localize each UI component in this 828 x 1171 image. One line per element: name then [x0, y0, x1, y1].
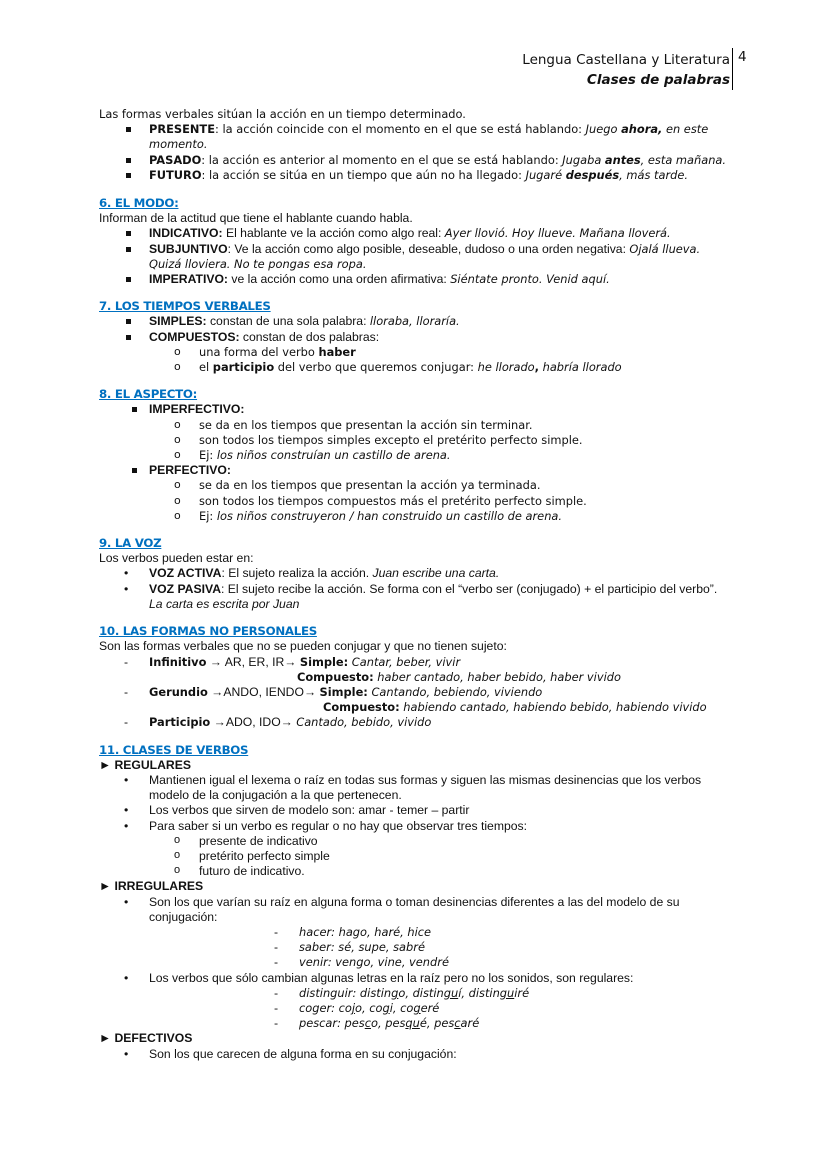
voz-intro: Los verbos pueden estar en:	[99, 551, 254, 566]
list-item: • VOZ PASIVA: El sujeto recibe la acción. Se forma con el “verbo ser (conjugado) + el participio del verbo”. La carta es escrita por Juan	[99, 582, 779, 612]
list-item: COMPUESTOS: constan de dos palabras:	[99, 330, 779, 345]
list-item: • Mantienen igual el lexema o raíz en todas sus formas y siguen las mismas desinencias que los verbos modelo de la conjugación a la que pertenecen.	[99, 773, 779, 803]
list-item: PRESENTE: la acción coincide con el momento en el que se está hablando: Juego ahora, en este momento.	[99, 122, 779, 152]
list-item: - pescar: pesco, pesqué, pescaré	[99, 1016, 779, 1031]
tiempos-list	[99, 314, 779, 375]
list-item: - Participio →ADO, IDO→ Cantado, bebido, vivido	[99, 715, 779, 730]
list-item: Compuesto: haber cantado, haber bebido, haber vivido	[297, 669, 621, 684]
regulares-list	[99, 773, 779, 879]
list-item: • Los verbos que sirven de modelo son: amar - temer – partir	[99, 803, 779, 818]
list-item: o una forma del verbo haber	[99, 345, 779, 360]
list-item: IMPERATIVO: ve la acción como una orden afirmativa: Siéntate pronto. Venid aquí.	[99, 272, 779, 287]
no-personales-list	[99, 655, 779, 731]
section-title-no-personales: 10. LAS FORMAS NO PERSONALES	[99, 624, 317, 639]
document-body	[99, 107, 779, 1062]
header-subject: Lengua Castellana y Literatura	[522, 52, 730, 68]
list-item: IMPERFECTIVO:	[99, 402, 779, 417]
list-item: FUTURO: la acción se sitúa en un tiempo que aún no ha llegado: Jugaré después, más tarde.	[99, 168, 779, 183]
page-number: 4	[738, 49, 747, 65]
list-item: o futuro de indicativo.	[99, 864, 779, 879]
list-item: o son todos los tiempos simples excepto el pretérito perfecto simple.	[99, 433, 779, 448]
voz-list	[99, 566, 779, 612]
section-title-clases: 11. CLASES DE VERBOS	[99, 742, 249, 757]
list-item: - hacer: hago, haré, hice	[99, 925, 779, 940]
list-item: • Son los que carecen de alguna forma en su conjugación:	[99, 1047, 779, 1062]
list-item: INDICATIVO: El hablante ve la acción como algo real: Ayer llovió. Hoy llueve. Mañana lloverá.	[99, 226, 779, 241]
list-item: • Los verbos que sólo cambian algunas letras en la raíz pero no los sonidos, son regulares:	[99, 971, 779, 986]
list-item: o se da en los tiempos que presentan la acción sin terminar.	[99, 418, 779, 433]
list-item: o son todos los tiempos compuestos más el pretérito perfecto simple.	[99, 494, 779, 509]
subheading-irregulares: ► IRREGULARES	[99, 879, 779, 894]
list-item: - coger: cojo, cogi, cogeré	[99, 1001, 779, 1016]
list-item: - Gerundio →ANDO, IENDO→ Simple: Cantando, bebiendo, viviendo	[99, 685, 779, 700]
tense-list	[99, 122, 779, 183]
list-item: Compuesto: habiendo cantado, habiendo bebido, habiendo vivido	[323, 700, 707, 715]
list-item: - Infinitivo → AR, ER, IR→ Simple: Cantar, beber, vivir	[99, 655, 779, 670]
list-item: o Ej: los niños construyeron / han construido un castillo de arena.	[99, 509, 779, 524]
defectivos-list	[99, 1047, 779, 1062]
list-item: SUBJUNTIVO: Ve la acción como algo posible, deseable, dudoso o una orden negativa: Ojalá llueva. Quizá lloviera. No te pongas esa ropa.	[99, 242, 779, 272]
subheading-regulares: ► REGULARES	[99, 758, 779, 773]
modo-list	[99, 226, 779, 287]
list-item: o el participio del verbo que queremos conjugar: he llorado, habría llorado	[99, 360, 779, 375]
list-item: • VOZ ACTIVA: El sujeto realiza la acción. Juan escribe una carta.	[99, 566, 779, 581]
list-item: • Para saber si un verbo es regular o no hay que observar tres tiempos:	[99, 819, 779, 834]
header-topic: Clases de palabras	[586, 72, 730, 88]
section-title-aspecto: 8. EL ASPECTO:	[99, 387, 198, 402]
list-item: - venir: vengo, vine, vendré	[99, 955, 779, 970]
intro-text: Las formas verbales sitúan la acción en un tiempo determinado.	[99, 107, 466, 121]
list-item: PASADO: la acción es anterior al momento en el que se está hablando: Jugaba antes, esta mañana.	[99, 153, 779, 168]
list-item: SIMPLES: constan de una sola palabra: lloraba, lloraría.	[99, 314, 779, 329]
no-personales-intro: Son las formas verbales que no se pueden conjugar y que no tienen sujeto:	[99, 639, 507, 654]
section-title-modo: 6. EL MODO:	[99, 196, 179, 211]
list-item: PERFECTIVO:	[99, 463, 779, 478]
subheading-defectivos: ► DEFECTIVOS	[99, 1031, 779, 1046]
list-item: - distinguir: distingo, distinguí, distinguiré	[99, 986, 779, 1001]
page-header	[522, 50, 730, 90]
section-title-tiempos: 7. LOS TIEMPOS VERBALES	[99, 299, 271, 314]
list-item: o Ej: los niños construían un castillo de arena.	[99, 448, 779, 463]
list-item: o se da en los tiempos que presentan la acción ya terminada.	[99, 478, 779, 493]
list-item: o presente de indicativo	[99, 834, 779, 849]
aspecto-list	[99, 402, 779, 524]
list-item: o pretérito perfecto simple	[99, 849, 779, 864]
header-divider	[732, 48, 733, 90]
list-item: - saber: sé, supe, sabré	[99, 940, 779, 955]
section-title-voz: 9. LA VOZ	[99, 536, 162, 551]
irregulares-list	[99, 895, 779, 1032]
list-item: • Son los que varían su raíz en alguna forma o toman desinencias diferentes a las del modelo de su conjugación:	[99, 895, 779, 925]
modo-intro: Informan de la actitud que tiene el hablante cuando habla.	[99, 211, 413, 226]
